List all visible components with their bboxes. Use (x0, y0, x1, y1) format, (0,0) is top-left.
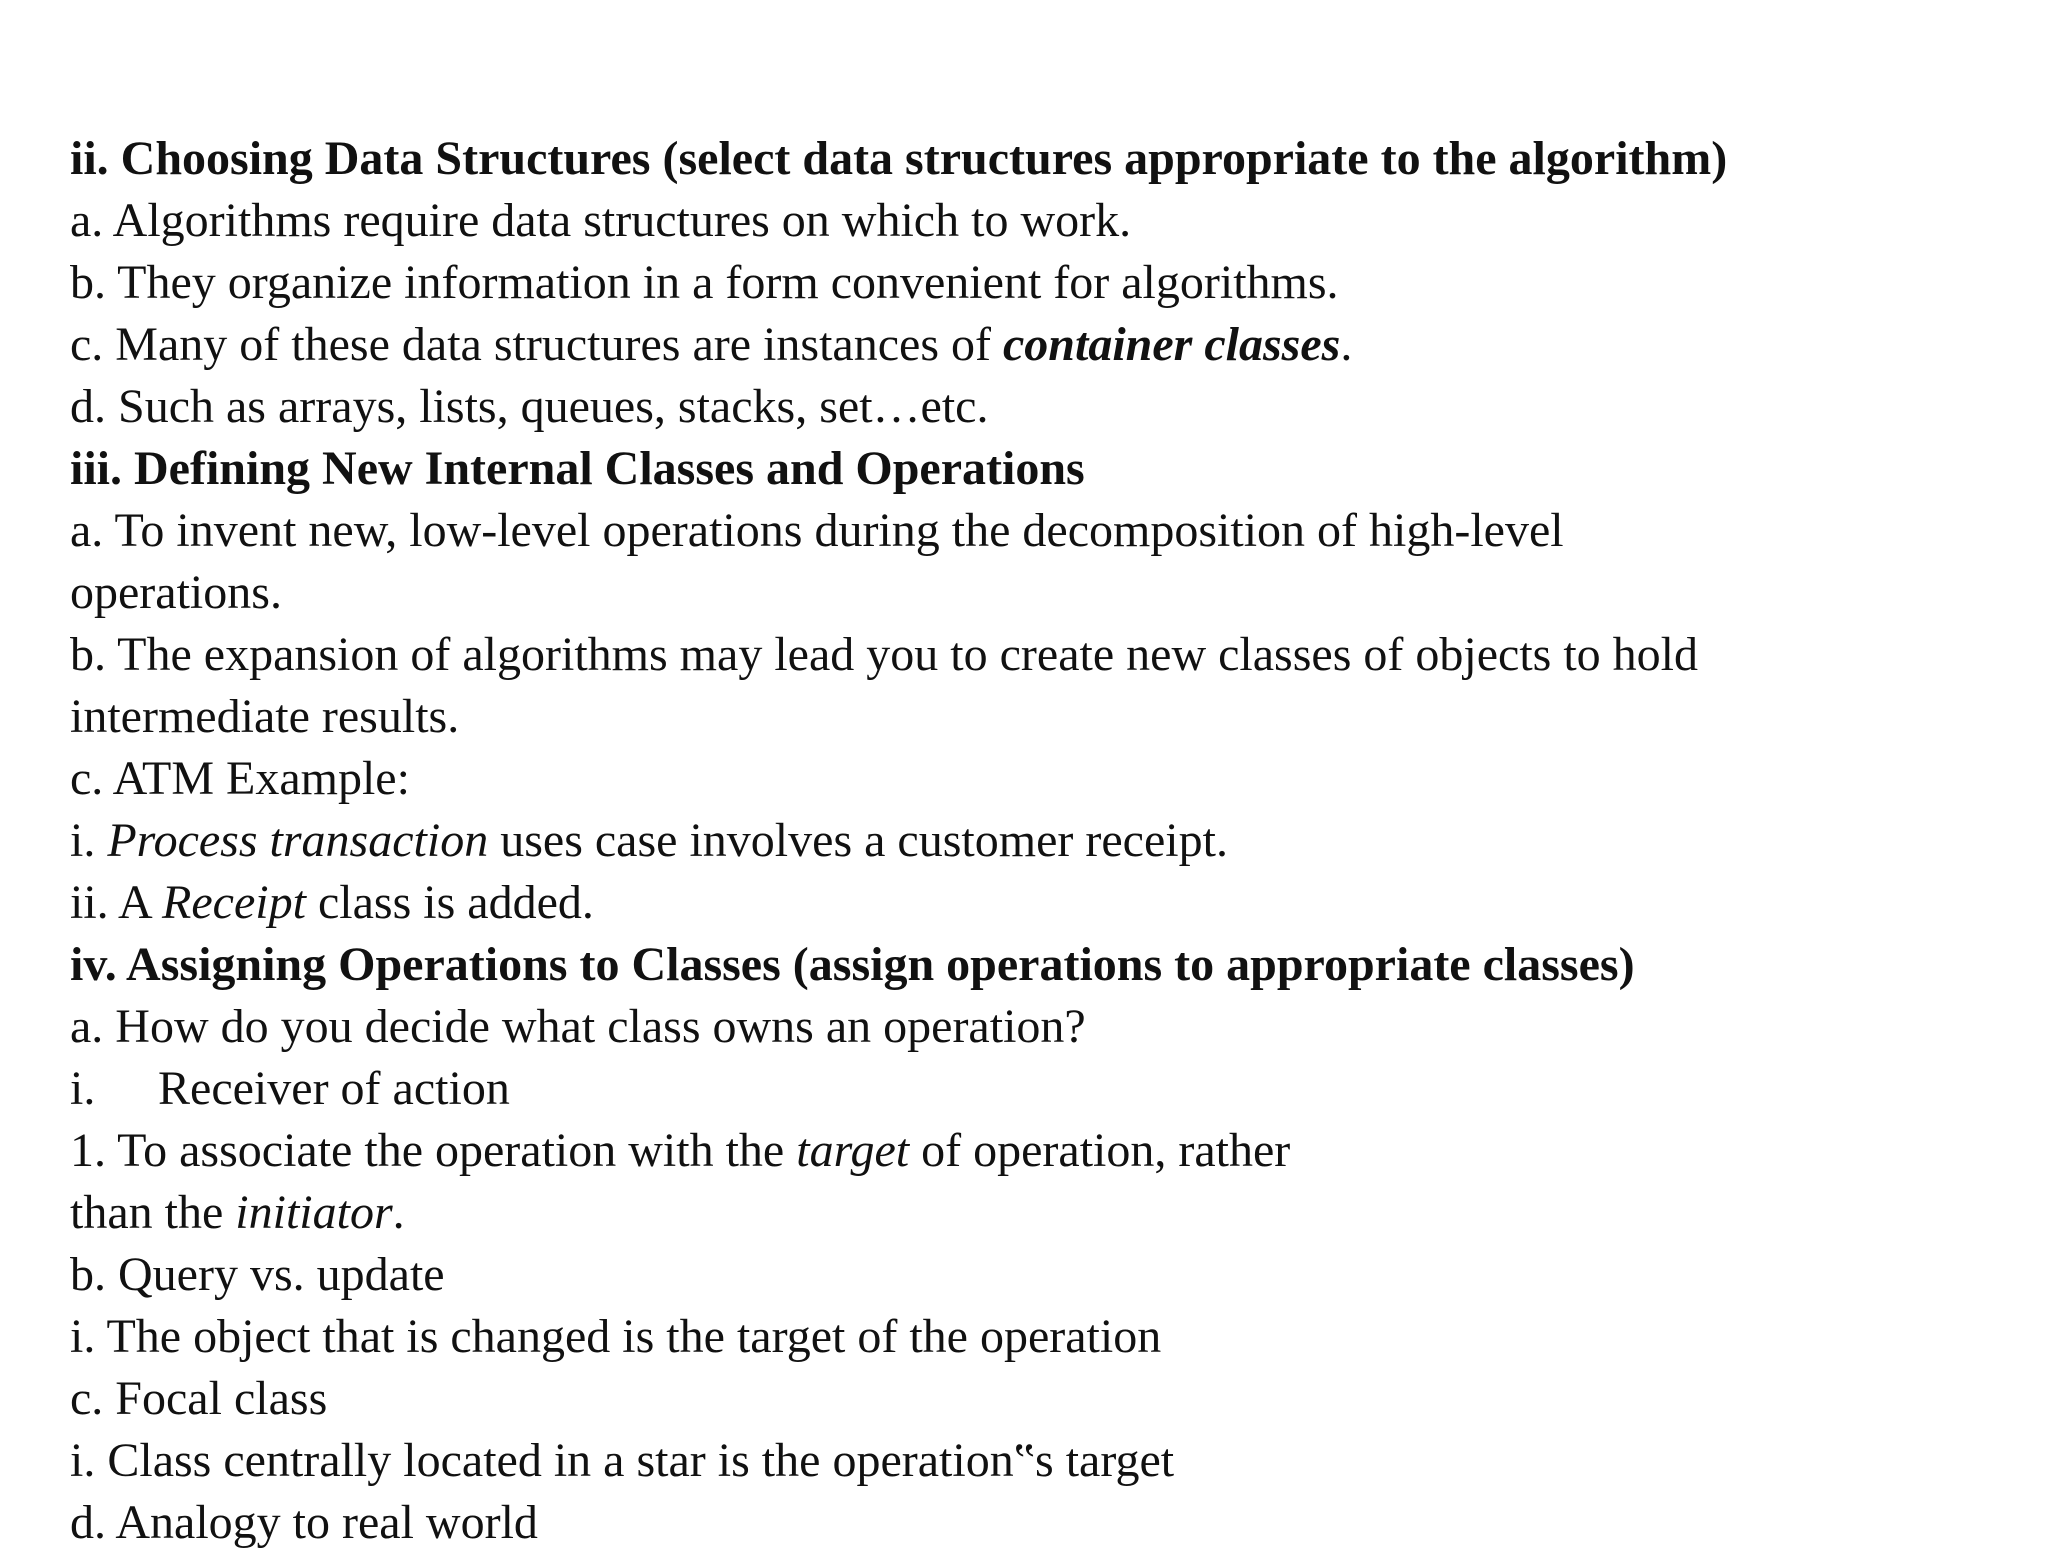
list-item: b. They organize information in a form convenient for algorithms. (70, 256, 1339, 309)
list-item: c. ATM Example: (70, 752, 410, 805)
emphasis-process-transaction: Process transaction (107, 814, 489, 867)
list-item-continuation: operations. (70, 566, 282, 619)
list-item: i. Class centrally located in a star is the operation‟s target (70, 1434, 1175, 1487)
list-item (70, 872, 2030, 934)
list-number: i. (70, 1062, 96, 1115)
list-item-continuation: intermediate results. (70, 690, 460, 743)
text-segment: uses case involves a customer receipt. (488, 814, 1228, 867)
emphasis-receipt: Receipt (162, 876, 306, 929)
section-heading-choosing-data-structures: ii. Choosing Data Structures (select data structures appropriate to the algorithm) (70, 132, 1728, 185)
emphasis-container-classes: container classes (1002, 318, 1341, 371)
document-body (70, 128, 2030, 1554)
section-heading-assigning-operations: iv. Assigning Operations to Classes (assign operations to appropriate classes) (70, 938, 1635, 991)
list-item: b. Query vs. update (70, 1248, 445, 1301)
section-heading-defining-new-internal-classes: iii. Defining New Internal Classes and Operations (70, 442, 1085, 495)
emphasis-initiator: initiator (235, 1186, 393, 1239)
list-item (70, 810, 2030, 872)
emphasis-target: target (796, 1124, 910, 1177)
text-segment: i. (70, 814, 108, 867)
text-segment: ii. A (70, 876, 163, 929)
text-segment: c. Many of these data structures are instances of (70, 318, 1003, 371)
list-item (70, 1058, 2030, 1120)
list-item: a. How do you decide what class owns an operation? (70, 1000, 1086, 1053)
text-segment: of operation, rather (909, 1124, 1291, 1177)
text-segment: class is added. (305, 876, 594, 929)
list-item (70, 314, 2030, 376)
text-segment: Receiver of action (158, 1062, 510, 1115)
list-item (70, 1120, 2030, 1182)
list-item: i. The object that is changed is the target of the operation (70, 1310, 1162, 1363)
list-item: a. To invent new, low-level operations during the decomposition of high-level (70, 504, 1564, 557)
list-item: d. Such as arrays, lists, queues, stacks, set…etc. (70, 380, 989, 433)
text-segment: . (392, 1186, 405, 1239)
list-item: d. Analogy to real world (70, 1496, 538, 1549)
text-segment: than the (70, 1186, 236, 1239)
text-segment: 1. To associate the operation with the (70, 1124, 797, 1177)
text-segment: . (1340, 318, 1353, 371)
list-item: b. The expansion of algorithms may lead you to create new classes of objects to hold (70, 628, 1699, 681)
list-item: a. Algorithms require data structures on which to work. (70, 194, 1132, 247)
list-item-continuation (70, 1182, 2030, 1244)
list-item: c. Focal class (70, 1372, 328, 1425)
